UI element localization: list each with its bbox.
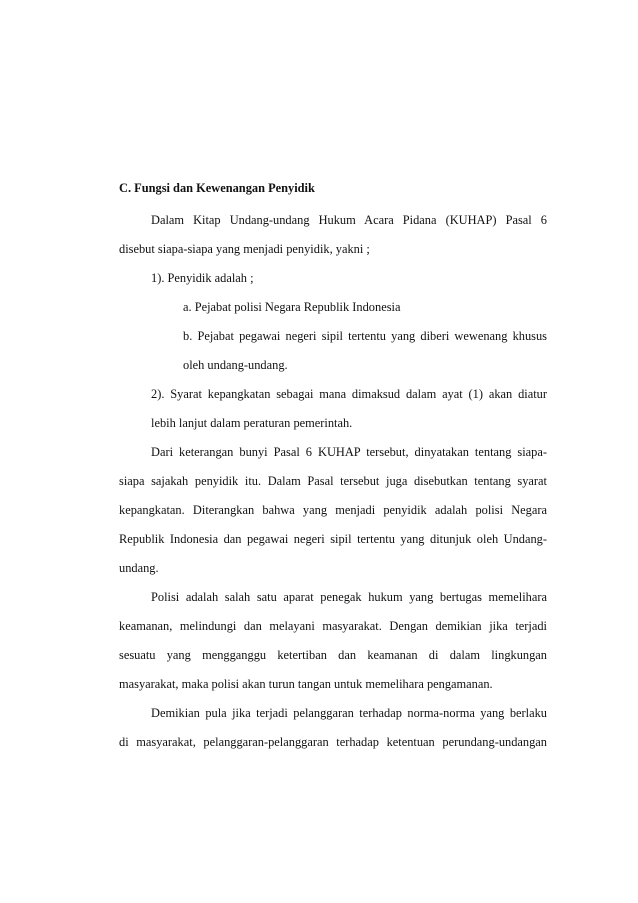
text-line: kepangkatan. Diterangkan bahwa yang menjadi penyidik adalah polisi Negara: [119, 503, 547, 517]
text-line: di masyarakat, pelanggaran-pelanggaran terhadap ketentuan perundang-undangan: [119, 735, 547, 749]
text-line: Dari keterangan bunyi Pasal 6 KUHAP tersebut, dinyatakan tentang siapa-: [151, 445, 547, 459]
text-line: masyarakat, maka polisi akan turun tangan untuk memelihara pengamanan.: [119, 677, 493, 691]
text-line: disebut siapa-siapa yang menjadi penyidik, yakni ;: [119, 242, 370, 256]
text-line: oleh undang-undang.: [183, 358, 288, 372]
list-item: b. Pejabat pegawai negeri sipil tertentu yang diberi wewenang khusus: [183, 329, 547, 343]
text-line: Polisi adalah salah satu aparat penegak hukum yang bertugas memelihara: [151, 590, 547, 604]
section-heading: C. Fungsi dan Kewenangan Penyidik: [119, 181, 315, 195]
text-line: Demikian pula jika terjadi pelanggaran terhadap norma-norma yang berlaku: [151, 706, 547, 720]
text-line: lebih lanjut dalam peraturan pemerintah.: [151, 416, 353, 430]
text-line: Republik Indonesia dan pegawai negeri sipil tertentu yang ditunjuk oleh Undang-: [119, 532, 547, 546]
text-line: keamanan, melindungi dan melayani masyarakat. Dengan demikian jika terjadi: [119, 619, 547, 633]
text-line: sesuatu yang mengganggu ketertiban dan keamanan di dalam lingkungan: [119, 648, 547, 662]
list-item: 1). Penyidik adalah ;: [151, 271, 254, 285]
list-item: 2). Syarat kepangkatan sebagai mana dimaksud dalam ayat (1) akan diatur: [151, 387, 547, 401]
text-line: undang.: [119, 561, 159, 575]
text-line: Dalam Kitap Undang-undang Hukum Acara Pidana (KUHAP) Pasal 6: [151, 213, 547, 227]
text-line: siapa sajakah penyidik itu. Dalam Pasal tersebut juga disebutkan tentang syarat: [119, 474, 547, 488]
list-item: a. Pejabat polisi Negara Republik Indonesia: [183, 300, 401, 314]
